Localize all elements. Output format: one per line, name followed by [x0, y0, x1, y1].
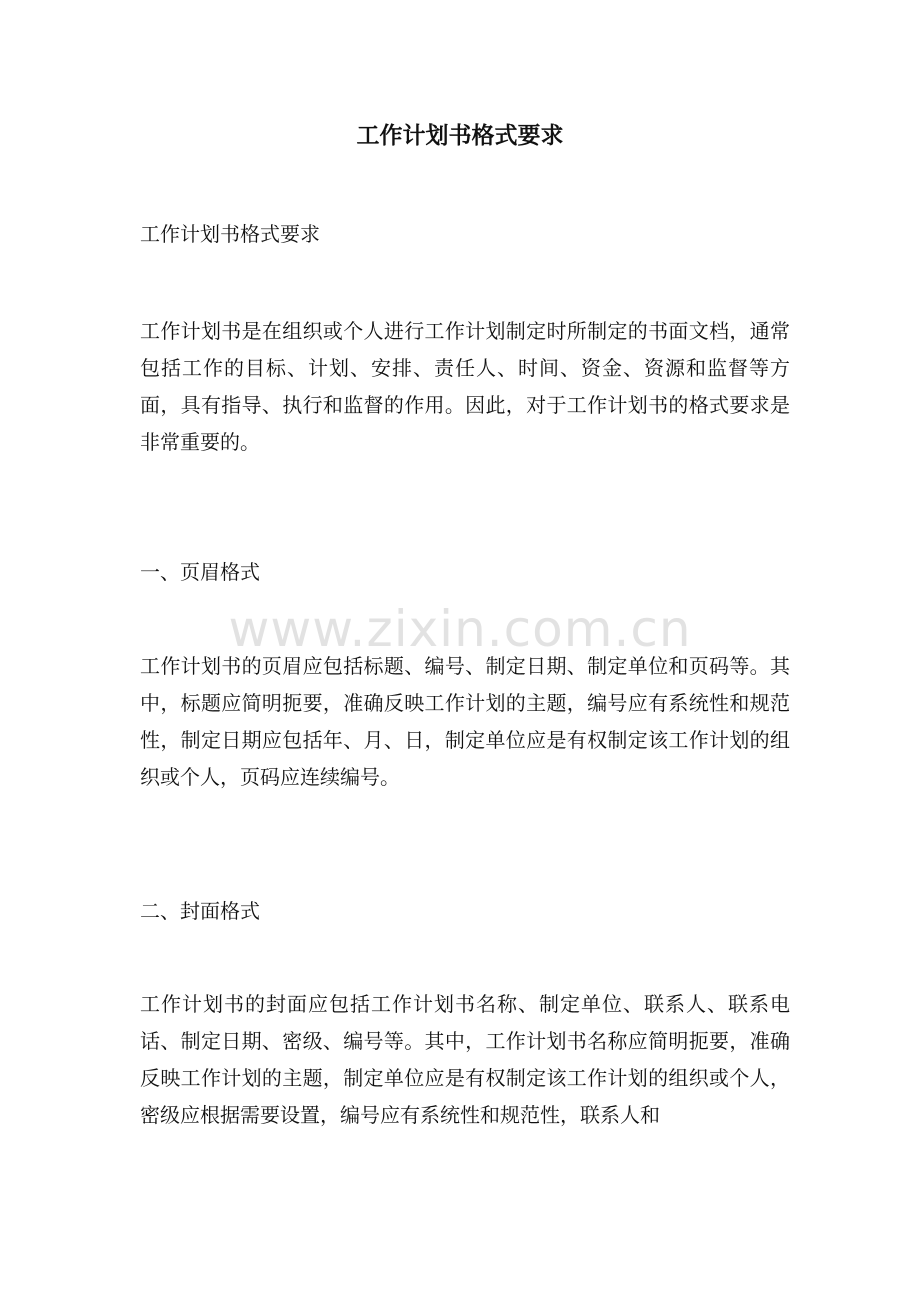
watermark-text: www.zixin.com.cn — [228, 600, 692, 658]
intro-paragraph: 工作计划书是在组织或个人进行工作计划制定时所制定的书面文档，通常包括工作的目标、计划、安排、责任人、时间、资金、资源和监督等方面，具有指导、执行和监督的作用。因此，对于工作计划书的格式要求是非常重要的。 — [140, 319, 790, 454]
section-body-header-format: 工作计划书的页眉应包括标题、编号、制定日期、制定单位和页码等。其中，标题应简明扼要，准确反映工作计划的主题，编号应有系统性和规范性，制定日期应包括年、月、日，制定单位应是有权制定该工作计划的组织或个人，页码应连续编号。 — [140, 654, 790, 789]
document-title: 工作计划书格式要求 — [356, 122, 564, 149]
section-body-cover-format: 工作计划书的封面应包括工作计划书名称、制定单位、联系人、联系电话、制定日期、密级、编号等。其中，工作计划书名称应简明扼要，准确反映工作计划的主题，制定单位应是有权制定该工作计划的组织或个人，密级应根据需要设置，编号应有系统性和规范性，联系人和 — [140, 992, 790, 1127]
section-heading-header-format: 一、页眉格式 — [140, 560, 260, 584]
section-heading-cover-format: 二、封面格式 — [140, 899, 260, 923]
document-subtitle: 工作计划书格式要求 — [140, 222, 320, 246]
